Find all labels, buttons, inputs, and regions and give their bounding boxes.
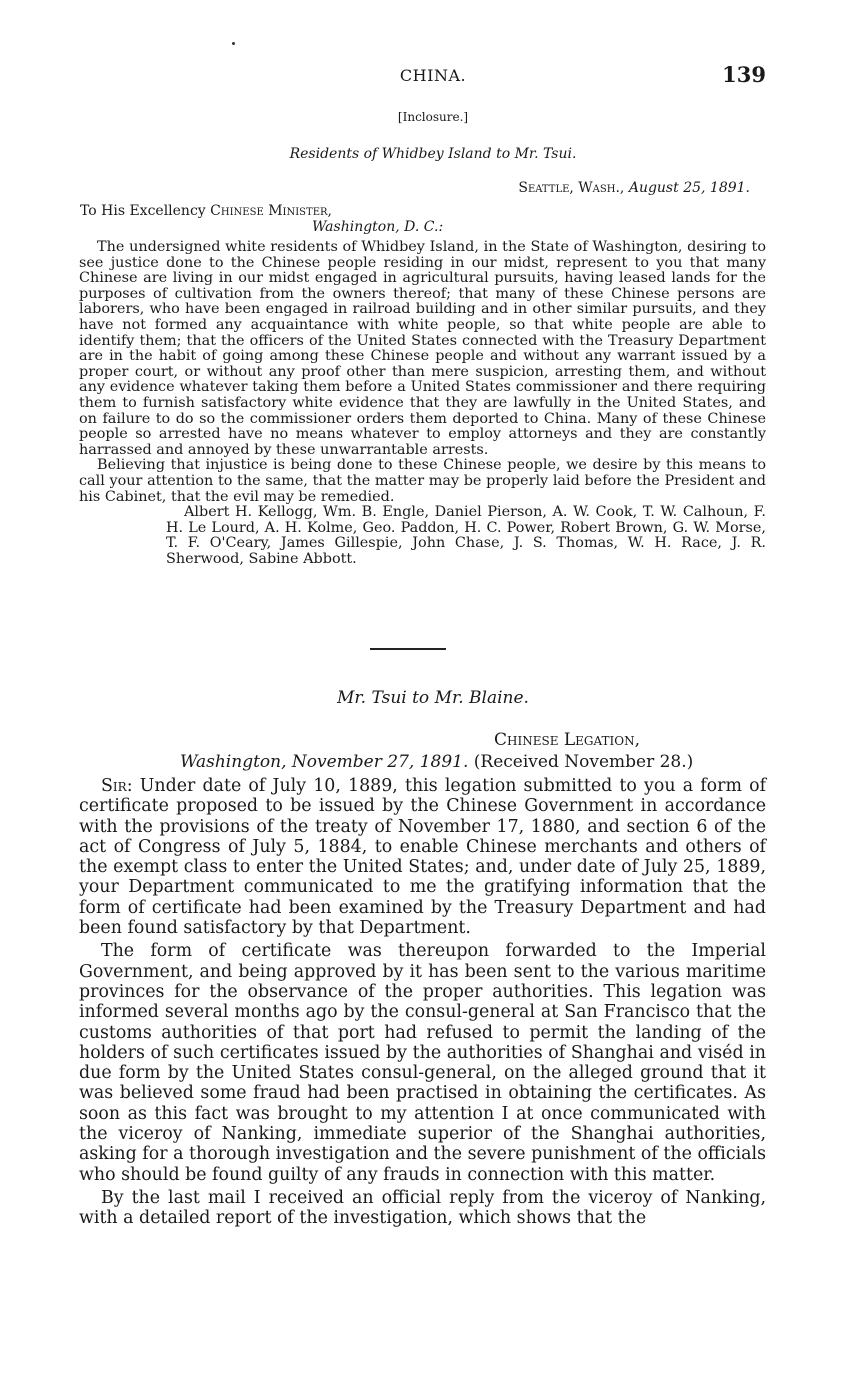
inclosure-label: [Inclosure.] [397, 110, 469, 124]
dateline-place: Seattle, Wash., [518, 180, 625, 196]
inclosure-body [79, 240, 766, 567]
inclosure-paragraph: Believing that injustice is being done to these Chinese people, we desire by this means to call your attention to the same, that the matter may be properly laid before the President and his Cabinet, that the evil may be remedied. [79, 457, 766, 505]
dateline-date: August 25, 1891. [628, 180, 750, 196]
signatories-list: Albert H. Kellogg, Wm. B. Engle, Daniel Pierson, A. W. Cook, T. W. Calhoun, F. H. Le Lourd, A. H. Kolme, Geo. Paddon, H. C. Power, Robert Brown, G. W. Morse, T. F. O'Ceary, James Gillespie, John Chase, J. S. Thomas, W. H. Race, J. R. Sherwood, Sabine Abbott. [166, 504, 766, 567]
letter-dateline-place-date: Washington, November 27, 1891. [180, 752, 469, 772]
letter-heading: Mr. Tsui to Mr. Blaine. [337, 688, 529, 708]
inclosure-paragraph: The undersigned white residents of Whidbey Island, in the State of Washington, desiring to see justice done to the Chinese people residing in our midst, represent to you that many Chinese are living in our midst engaged in agricultural pursuits, having leased lands for the purposes of cultivation from the owners thereof; that many of these Chinese persons are laborers, who have been engaged in railroad building and in other similar pursuits, and they have not formed any acquaintance with white people, so that white people are able to identify them; that the officers of the United States connected with the Treasury Department are in the habit of going among these Chinese people and without any warrant issued by a proper court, or without any proof other than mere suspicion, arresting them, and without any evidence whatever taking them before a United States commissioner and there requiring them to furnish satisfactory white evidence that they are lawfully in the United States, and on failure to do so the commissioner orders them deported to China. Many of these Chinese people so arrested have no means whatever to employ attorneys and they are constantly harrassed and annoyed by these unwarrantable arrests. [79, 239, 766, 458]
inclosure-dateline [518, 180, 750, 196]
addressee-name: Chinese Minister, [210, 203, 332, 219]
inclosure-heading: Residents of Whidbey Island to Mr. Tsui. [289, 146, 577, 162]
addressee-line-1 [80, 203, 443, 219]
print-speck [232, 42, 235, 45]
letter-paragraph-text: Under date of July 10, 1889, this legation submitted to you a form of certificate proposed to be issued by the Chinese Government in accordance with the provisions of the treaty of November 17, 1880, and section 6 of the act of Congress of July 5, 1884, to enable Chinese merchants and others of the exempt class to enter the United States; and, under date of July 25, 1889, your Department communicated to me the gratifying information that the form of certificate had been examined by the Treasury Department and had been found satisfactory by that Department. [79, 776, 767, 939]
addressee-prefix: To His Excellency [80, 203, 206, 219]
letter-paragraph [79, 776, 766, 938]
letter-paragraph: The form of certificate was thereupon forwarded to the Imperial Government, and being approved by it has been sent to the various maritime provinces for the observance of the proper authorities. This legation was informed several months ago by the consul-general at San Francisco that the customs authorities of that port had refused to permit the landing of the holders of such certificates issued by the authorities of Shanghai and viséd in due form by the United States consul-general, on the alleged ground that it was believed some fraud had been practised in obtaining the certificates. As soon as this fact was brought to my attention I at once communicated with the viceroy of Nanking, immediate superior of the Shanghai authorities, asking for a thorough investigation and the severe punishment of the officials who should be found guilty of any frauds in connection with this matter. [79, 941, 766, 1185]
running-header-title: CHINA. [399, 66, 467, 85]
letter-body [79, 776, 766, 1232]
letter-paragraph: By the last mail I received an official reply from the viceroy of Nanking, with a detailed report of the investigation, which shows that the [79, 1187, 766, 1229]
letter-salutation: Sir: [101, 776, 133, 796]
letter-dateline [180, 752, 693, 772]
page-number: 139 [722, 62, 766, 87]
addressee-block [80, 203, 443, 235]
addressee-line-2: Washington, D. C.: [312, 219, 444, 235]
section-divider [370, 648, 446, 650]
letter-legation: Chinese Legation, [494, 730, 640, 750]
letter-dateline-received: (Received November 28.) [473, 752, 694, 772]
